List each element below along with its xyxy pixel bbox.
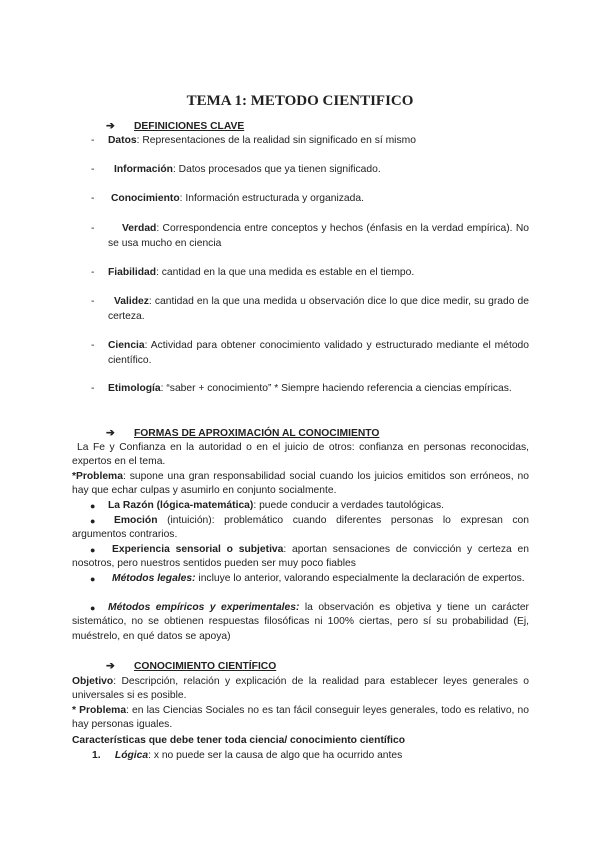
definition-term: Información: [114, 164, 173, 175]
bullet-icon: ●: [90, 574, 96, 584]
definition-item: - Validez: cantidad en la que una medida u observación dice lo que dice medir, su grado de certeza.: [91, 296, 529, 322]
document-title: TEMA 1: METODO CIENTIFICO: [186, 93, 414, 109]
conocimiento-objetivo: Objetivo: Descripción, relación y explicación de la realidad para establecer leyes generales o universales si es posible.: [72, 676, 529, 702]
section-heading-definiciones: ➔ DEFINICIONES CLAVE: [106, 121, 245, 132]
definition-term: Etimología: [108, 383, 161, 394]
definition-item: - Fiabilidad: cantidad en la que una medida es estable en el tiempo.: [91, 267, 415, 278]
bullet-item: ● Experiencia sensorial o subjetiva: aportan sensaciones de convicción y certeza en nosotros, pero nuestros sentidos pueden ser muy poco fiables: [72, 544, 529, 570]
bullet-item: ● Métodos empíricos y experimentales: la observación es objetiva y tiene un carácter sistemático, no se obtienen respuestas filosóficas ni 100% ciertas, pero sí su probabilidad (Ej, muéstrelo, en qué datos se apoya): [72, 602, 529, 642]
bullet-icon: ●: [90, 603, 96, 613]
section-heading-formas: ➔ FORMAS DE APROXIMACIÓN AL CONOCIMIENTO: [106, 428, 380, 439]
bullet-icon: ●: [90, 516, 96, 526]
definition-term: Verdad: [122, 223, 157, 234]
bullet-item: ● La Razón (lógica-matemática): puede conducir a verdades tautológicas.: [72, 499, 529, 513]
numbered-item: 1. Lógica: x no puede ser la causa de algo que ha ocurrido antes: [92, 750, 403, 761]
conocimiento-problema: * Problema: en las Ciencias Sociales no es tan fácil conseguir leyes generales, todo es relativo, no hay personas iguales.: [72, 705, 529, 731]
bullet-icon: ●: [90, 501, 96, 511]
definition-item: - Datos: Representaciones de la realidad sin significado en sí mismo: [91, 135, 416, 146]
definition-term: Validez: [114, 296, 149, 307]
definition-term: Fiabilidad: [108, 267, 157, 278]
definition-item: - Ciencia: Actividad para obtener conocimiento validado y estructurado mediante el método científico.: [91, 340, 529, 366]
caracteristicas-heading: Características que debe tener toda ciencia/ conocimiento científico: [72, 735, 406, 746]
definition-term: Conocimiento: [111, 193, 180, 204]
formas-intro: La Fe y Confianza en la autoridad o en el juicio de otros: confianza en personas reconocidas, expertos en el tema.: [72, 442, 529, 468]
definition-item: - Etimología: “saber + conocimiento” * Siempre haciendo referencia a ciencias empíricas.: [91, 383, 512, 394]
bullet-icon: ●: [90, 545, 96, 555]
formas-problema: *Problema: supone una gran responsabilidad social cuando los juicios emitidos son erróneos, no hay que echar culpas y asumirlo en conjunto socialmente.: [72, 471, 529, 497]
bullet-item: ● Emoción (intuición): problemático cuando diferentes personas lo expresan con argumentos contrarios.: [72, 515, 529, 541]
bullet-item: ● Métodos legales: incluye lo anterior, valorando especialmente la declaración de expertos.: [72, 572, 529, 586]
definition-item: - Conocimiento: Información estructurada y organizada.: [91, 193, 364, 204]
definition-term: Datos: [108, 135, 137, 146]
arrow-icon: ➔: [106, 121, 115, 132]
definition-term: Ciencia: [108, 340, 145, 351]
definition-item: - Verdad: Correspondencia entre conceptos y hechos (énfasis en la verdad empírica). No se usa mucho en ciencia: [91, 223, 529, 249]
definition-item: - Información: Datos procesados que ya tienen significado.: [91, 164, 381, 175]
section-heading-conocimiento: ➔ CONOCIMIENTO CIENTÍFICO: [106, 661, 277, 672]
arrow-icon: ➔: [106, 428, 115, 439]
arrow-icon: ➔: [106, 661, 115, 672]
